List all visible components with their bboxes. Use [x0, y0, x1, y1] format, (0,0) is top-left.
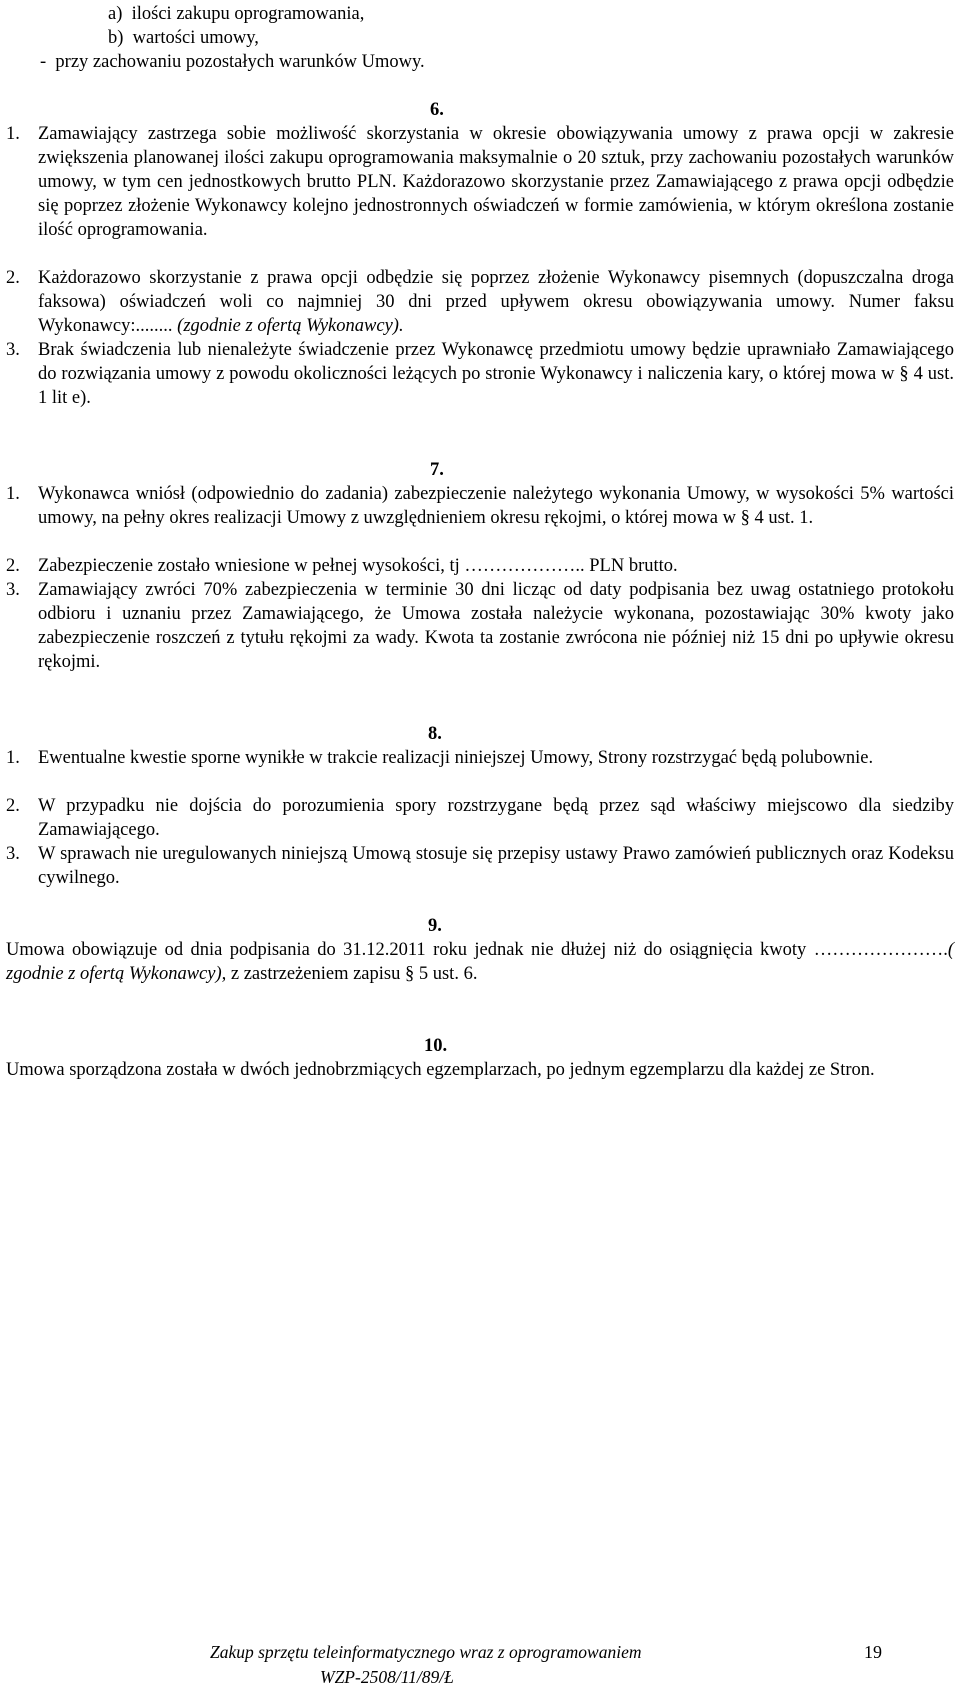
section-8-item-2-text: W przypadku nie dojścia do porozumienia spory rozstrzygane będą przez sąd właściwy miejscowo dla siedziby Zamawiającego. — [38, 796, 954, 840]
section-6-item-2 — [38, 266, 954, 338]
section-8-item-1-text: Ewentualne kwestie sporne wynikłe w trakcie realizacji niniejszej Umowy, Strony rozstrzygać będą polubownie. — [38, 748, 874, 768]
section-9-heading: 9. — [428, 916, 442, 936]
section-7-item-2-number: 2. — [6, 556, 20, 576]
section-6-item-2-number: 2. — [6, 268, 20, 288]
section-6-item-2-italic: (zgodnie z ofertą Wykonawcy). — [177, 316, 404, 336]
section-8-item-3-number: 3. — [6, 844, 20, 864]
intro-item-b: b) wartości umowy, — [108, 28, 259, 48]
section-6-item-2-text: Każdorazowo skorzystanie z prawa opcji odbędzie się poprzez złożenie Wykonawcy pisemnych (dopuszczalna droga faksowa) oświadczeń woli co najmniej 30 dni przed upływem okresu obowiązywania umowy. Numer faksu Wykonawcy:........ — [38, 268, 954, 336]
section-7-item-1-text: Wykonawca wniósł (odpowiednio do zadania) zabezpieczenie należytego wykonania Umowy, w wysokości 5% wartości umowy, na pełny okres realizacji Umowy z uwzględnieniem okresu rękojmi, o której mowa w § 4 ust. 1. — [38, 484, 954, 528]
section-9-text-b: z zastrzeżeniem zapisu § 5 ust. 6. — [226, 964, 478, 984]
section-7-item-1-number: 1. — [6, 484, 20, 504]
section-8-item-3-text: W sprawach nie uregulowanych niniejszą Umową stosuje się przepisy ustawy Prawo zamówień publicznych oraz Kodeksu cywilnego. — [38, 844, 954, 888]
section-6-item-1-number: 1. — [6, 124, 20, 144]
section-9-text-italic: ( zgodnie z ofertą Wykonawcy), — [6, 940, 954, 984]
section-10-heading: 10. — [424, 1036, 448, 1056]
footer-title: Zakup sprzętu teleinformatycznego wraz z oprogramowaniem — [210, 1642, 642, 1662]
section-6-heading: 6. — [430, 100, 444, 120]
section-9-text-a: Umowa obowiązuje od dnia podpisania do 31.12.2011 roku jednak nie dłużej niż do osiągnięcia kwoty …………………. — [6, 940, 948, 960]
section-6-item-1-text: Zamawiający zastrzega sobie możliwość skorzystania w okresie obowiązywania umowy z prawa opcji w zakresie zwiększenia planowanej ilości zakupu oprogramowania maksymalnie o 20 sztuk, przy zachowaniu pozostałych warunków umowy, w tym cen jednostkowych brutto PLN. Każdorazowo skorzystanie przez Zamawiającego z prawa opcji odbędzie się poprzez złożenie Wykonawcy kolejno jednostronnych oświadczeń w formie zamówienia, w którym określona zostanie ilość oprogramowania. — [38, 124, 954, 240]
section-7-item-3-number: 3. — [6, 580, 20, 600]
page-number: 19 — [864, 1642, 882, 1662]
section-6-item-3-text: Brak świadczenia lub nienależyte świadczenie przez Wykonawcę przedmiotu umowy będzie uprawniało Zamawiającego do rozwiązania umowy z powodu okoliczności leżących po stronie Wykonawcy i naliczenia kary, o której mowa w § 4 ust. 1 lit e). — [38, 340, 954, 408]
section-10-text: Umowa sporządzona została w dwóch jednobrzmiących egzemplarzach, po jednym egzemplarzu dla każdej ze Stron. — [6, 1060, 875, 1080]
section-7-heading: 7. — [430, 460, 444, 480]
section-6-item-3-number: 3. — [6, 340, 20, 360]
section-8-heading: 8. — [428, 724, 442, 744]
intro-item-dash: - przy zachowaniu pozostałych warunków Umowy. — [40, 52, 425, 72]
section-8-item-1-number: 1. — [6, 748, 20, 768]
section-7-item-2-text: Zabezpieczenie zostało wniesione w pełnej wysokości, tj ……………….. PLN brutto. — [38, 556, 678, 576]
intro-item-a: a) ilości zakupu oprogramowania, — [108, 4, 365, 24]
section-7-item-3-text: Zamawiający zwróci 70% zabezpieczenia w terminie 30 dni licząc od daty podpisania bez uwag ostatniego protokołu odbioru i uznaniu przez Zamawiającego, że Umowa została należycie wykonana, pozostawiając 30% kwoty jako zabezpieczenie roszczeń z tytułu rękojmi za wady. Kwota ta zostanie zwrócona nie później niż 15 dni po upływie okresu rękojmi. — [38, 580, 954, 672]
section-8-item-2-number: 2. — [6, 796, 20, 816]
section-9-text — [6, 938, 954, 986]
footer-reference: WZP-2508/11/89/Ł — [320, 1667, 454, 1687]
